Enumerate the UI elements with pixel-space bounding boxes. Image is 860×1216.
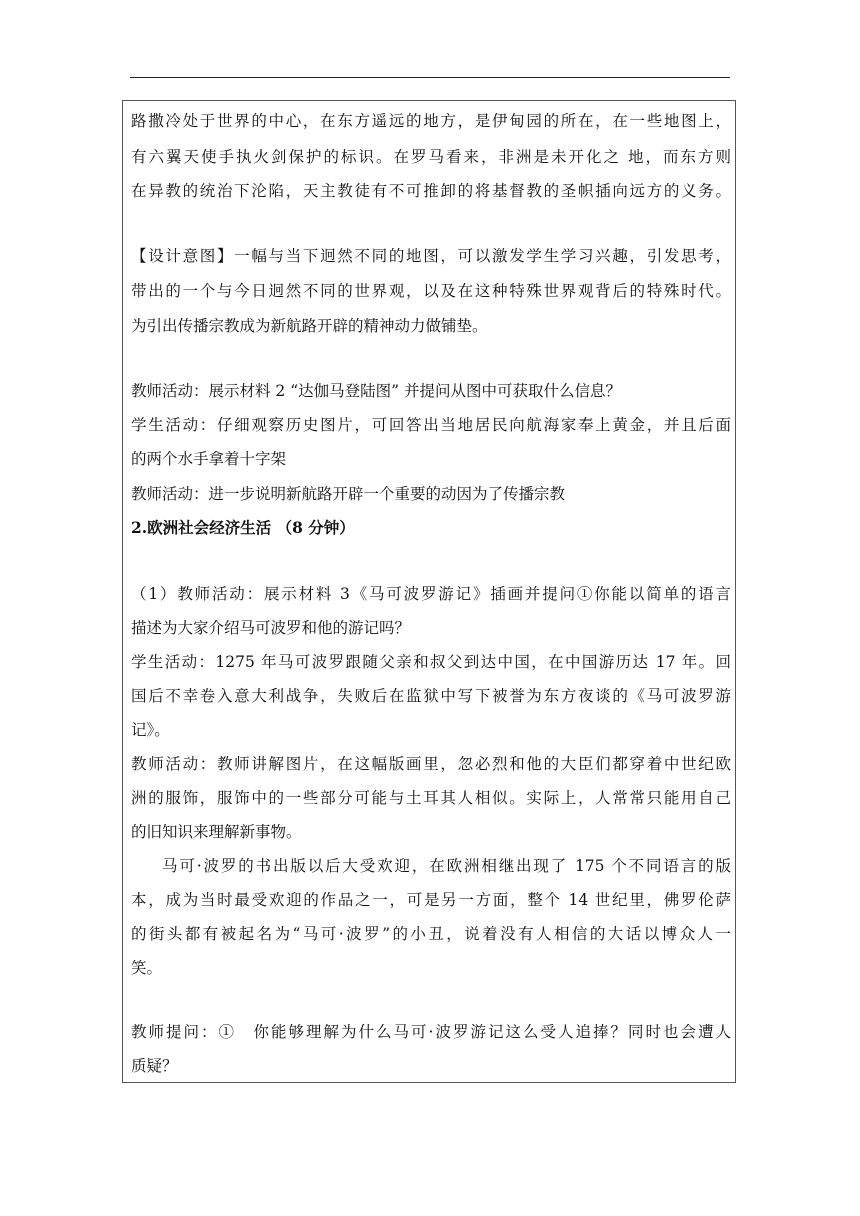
teacher-activity-line: 教师活动：展示材料 2 “达伽马登陆图” 并提问从图中可获取什么信息？ — [131, 382, 621, 400]
teacher-activity-line: 教师活动：进一步说明新航路开辟一个重要的动因为了传播宗教 — [131, 485, 566, 503]
teacher-question-line: 教师提问：① 你能够理解为什么马可·波罗游记这么受人追捧？同时也会遭人 — [131, 1023, 731, 1041]
paragraph-line: 笑。 — [131, 959, 163, 977]
teacher-activity-line: 描述为大家介绍马可波罗和他的游记吗？ — [131, 619, 411, 637]
paragraph-line: 马可·波罗的书出版以后大受欢迎，在欧洲相继出现了 175 个不同语言的版 — [162, 857, 731, 875]
student-activity-line: 的两个水手拿着十字架 — [131, 450, 287, 468]
teacher-activity-line: （1）教师活动：展示材料 3《马可波罗游记》插画并提问①你能以简单的语言 — [131, 585, 731, 603]
paragraph-line: 路撒冷处于世界的中心，在东方遥远的地方，是伊甸园的所在，在一些地图上， — [131, 112, 731, 130]
design-intent-line: 为引出传播宗教成为新航路开辟的精神动力做铺垫。 — [131, 317, 488, 335]
student-activity-line: 学生活动：1275 年马可波罗跟随父亲和叔父到达中国，在中国游历达 17 年。回 — [131, 653, 731, 671]
teacher-activity-line: 的旧知识来理解新事物。 — [131, 823, 302, 841]
teacher-question-line: 质疑？ — [131, 1057, 178, 1075]
design-intent-line: 【设计意图】一幅与当下迥然不同的地图，可以激发学生学习兴趣，引发思考， — [131, 247, 731, 265]
section-heading: 2.欧洲社会经济生活 （8 分钟） — [131, 518, 355, 537]
paragraph-line: 在异教的统治下沦陷，天主教徒有不可推卸的将基督教的圣帜插向远方的义务。 — [131, 182, 731, 200]
paragraph-line: 本，成为当时最受欢迎的作品之一，可是另一方面，整个 14 世纪里，佛罗伦萨 — [131, 891, 731, 909]
paragraph-line: 有六翼天使手执火剑保护的标识。在罗马看来，非洲是未开化之 地，而东方则 — [131, 148, 731, 166]
teacher-activity-line: 教师活动：教师讲解图片，在这幅版画里，忽必烈和他的大臣们都穿着中世纪欧 — [131, 755, 731, 773]
student-activity-line: 国后不幸卷入意大利战争，失败后在监狱中写下被誉为东方夜谈的《马可波罗游 — [131, 687, 731, 705]
teacher-activity-line: 洲的服饰，服饰中的一些部分可能与土耳其人相似。实际上，人常常只能用自己 — [131, 789, 731, 807]
paragraph-line: 的街头都有被起名为“马可·波罗”的小丑，说着没有人相信的大话以博众人一 — [131, 925, 731, 943]
student-activity-line: 学生活动：仔细观察历史图片，可回答出当地居民向航海家奉上黄金，并且后面 — [131, 416, 731, 434]
design-intent-line: 带出的一个与今日迥然不同的世界观，以及在这种特殊世界观背后的特殊时代。 — [131, 282, 731, 300]
student-activity-line: 记》。 — [131, 721, 170, 739]
header-rule — [130, 77, 730, 78]
